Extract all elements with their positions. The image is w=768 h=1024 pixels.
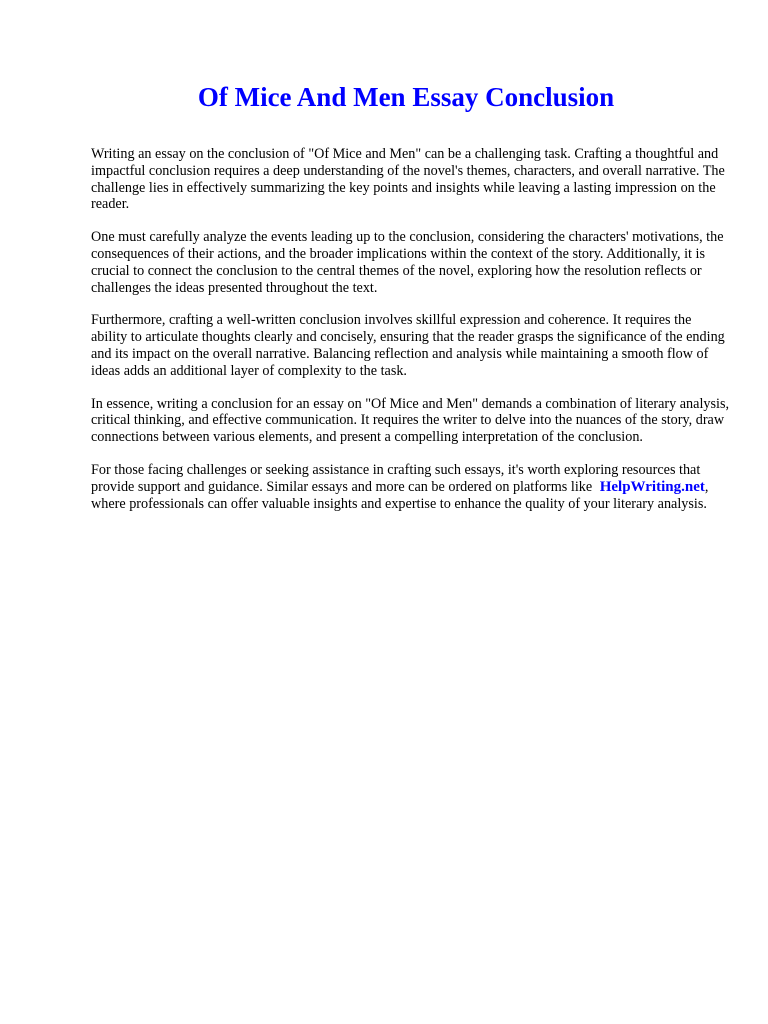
paragraph-2: One must carefully analyze the events leading up to the conclusion, considering the characters' motivations, the consequences of their actions, and the broader implications within the context of the story. Additionally, it is crucial to connect the conclusion to the central themes of the novel, exploring how the resolution reflects or challenges the ideas presented throughout the text. <box>91 229 724 296</box>
paragraph-5 <box>91 462 731 512</box>
essay-body <box>91 146 731 528</box>
page-title: Of Mice And Men Essay Conclusion <box>197 82 615 112</box>
paragraph-3: Furthermore, crafting a well-written conclusion involves skillful expression and coherence. It requires the ability to articulate thoughts clearly and concisely, ensuring that the reader grasps the significance of the ending and its impact on the overall narrative. Balancing reflection and analysis while maintaining a smooth flow of ideas adds an additional layer of complexity to the task. <box>91 312 725 379</box>
paragraph-5-after-link: , where professionals can offer valuable insights and expertise to enhance the quality of your literary analysis. <box>91 478 709 512</box>
paragraph-1: Writing an essay on the conclusion of "Of Mice and Men" can be a challenging task. Crafting a thoughtful and impactful conclusion requires a deep understanding of the novel's themes, characters, and overall narrative. The challenge lies in effectively summarizing the key points and insights while leaving a lasting impression on the reader. <box>91 146 725 213</box>
helpwriting-link[interactable]: HelpWriting.net <box>599 478 705 495</box>
paragraph-5-before-link: For those facing challenges or seeking assistance in crafting such essays, it's worth exploring resources that provide support and guidance. Similar essays and more can be ordered on platforms like <box>91 461 701 495</box>
paragraph-4: In essence, writing a conclusion for an essay on "Of Mice and Men" demands a combination of literary analysis, critical thinking, and effective communication. It requires the writer to delve into the nuances of the story, draw connections between various elements, and present a compelling interpretation of the conclusion. <box>91 395 730 446</box>
